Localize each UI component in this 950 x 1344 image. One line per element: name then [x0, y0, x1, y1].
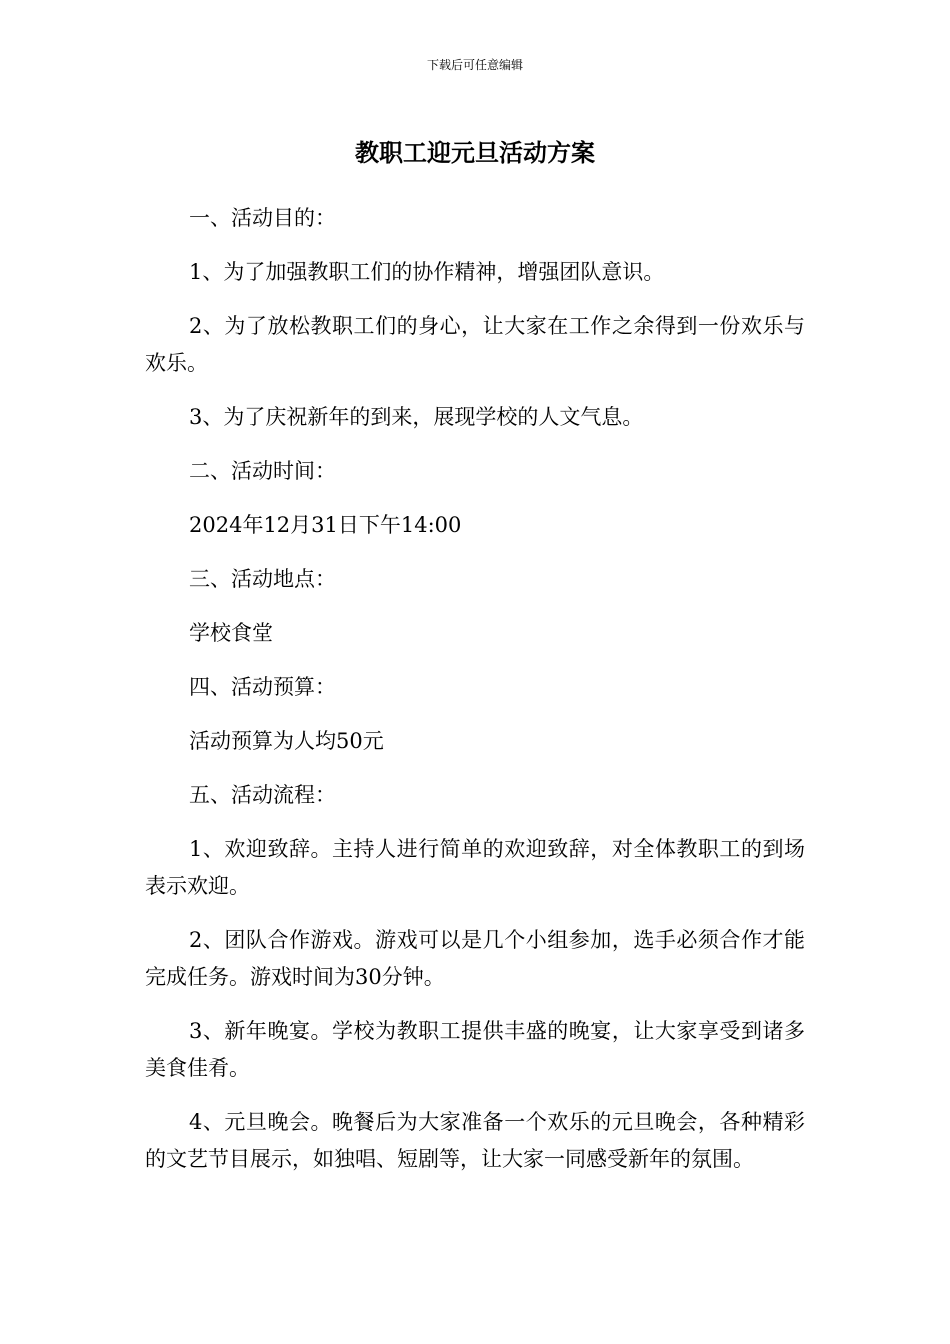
section-heading-process: 五、活动流程：: [189, 783, 336, 807]
document-body: [145, 200, 805, 1195]
paragraph: 4、元旦晚会。晚餐后为大家准备一个欢乐的元旦晚会，各种精彩的文艺节目展示，如独唱、短剧等，让大家一同感受新年的氛围。: [145, 1110, 805, 1171]
paragraph: 2、团队合作游戏。游戏可以是几个小组参加，选手必须合作才能完成任务。游戏时间为30分钟。: [145, 928, 805, 989]
header-note: 下载后可任意编辑: [426, 58, 523, 72]
section-heading-location: 三、活动地点：: [189, 567, 336, 591]
paragraph: 活动预算为人均50元: [189, 729, 384, 753]
paragraph: 2、为了放松教职工们的身心，让大家在工作之余得到一份欢乐与欢乐。: [145, 314, 805, 375]
paragraph: 1、欢迎致辞。主持人进行简单的欢迎致辞，对全体教职工的到场表示欢迎。: [145, 837, 805, 898]
paragraph: 1、为了加强教职工们的协作精神，增强团队意识。: [189, 260, 665, 284]
paragraph: 学校食堂: [189, 621, 273, 645]
section-heading-budget: 四、活动预算：: [189, 675, 336, 699]
paragraph: 3、为了庆祝新年的到来，展现学校的人文气息。: [189, 405, 644, 429]
section-heading-purpose: 一、活动目的：: [189, 206, 336, 230]
section-heading-time: 二、活动时间：: [189, 459, 336, 483]
paragraph: 3、新年晚宴。学校为教职工提供丰盛的晚宴，让大家享受到诸多美食佳肴。: [145, 1019, 805, 1080]
paragraph: 2024年12月31日下午14:00: [189, 513, 462, 537]
document-title: 教职工迎元旦活动方案: [355, 139, 595, 167]
